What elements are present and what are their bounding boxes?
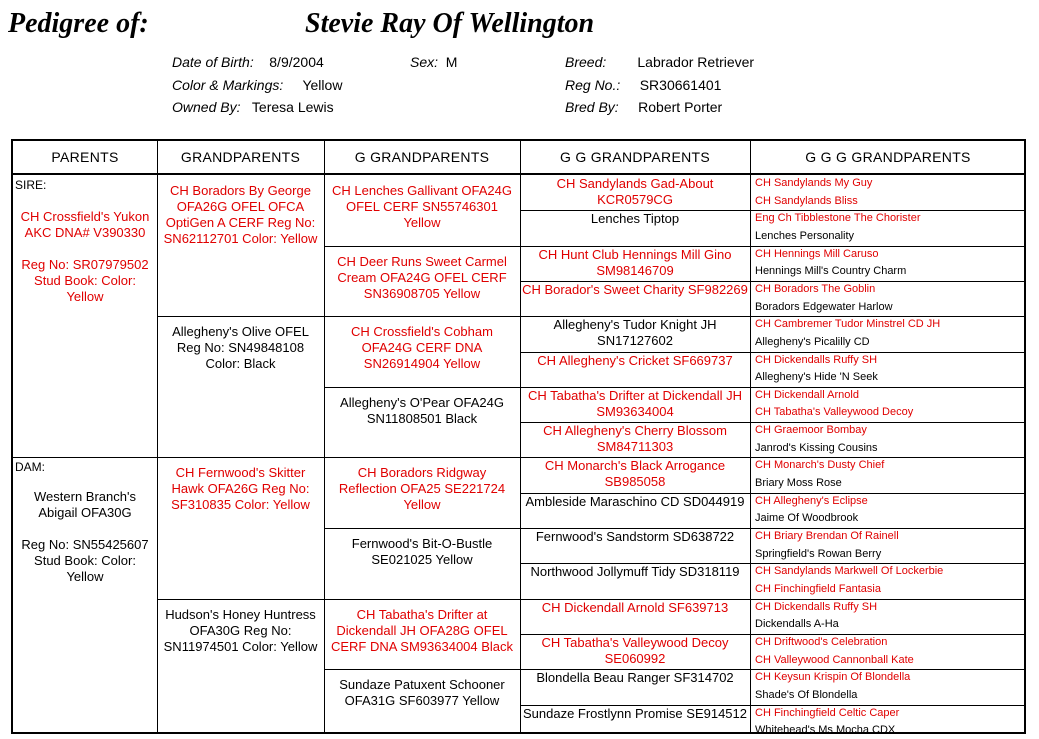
ggg-grandparent-entry: CH Graemoor Bombay <box>755 424 867 437</box>
ggg-grandparent-entry: CH Finchingfield Fantasia <box>755 582 881 595</box>
header-grandparents: GRANDPARENTS <box>180 149 301 165</box>
ggg-grandparent-entry: CH Cambremer Tudor Minstrel CD JH <box>755 318 941 331</box>
sex-row <box>410 54 457 70</box>
sex-value: M <box>445 54 458 70</box>
grandparent-entry: CH Fernwood's Skitter Hawk OFA26G Reg No: SF310835 Color: Yellow <box>171 465 310 513</box>
ggg-grandparent-entry: Allegheny's Picalilly CD <box>755 335 870 348</box>
breeder-row <box>565 99 722 115</box>
g-grandparent-entry: CH Boradors Ridgway Reflection OFA25 SE221724 Yellow <box>338 465 506 513</box>
reg-row <box>565 77 721 93</box>
ggg-grandparent-entry: Lenches Personality <box>755 229 855 242</box>
ggg-grandparent-entry: Eng Ch Tibblestone The Chorister <box>755 212 921 225</box>
header-ggg-grandparents: G G G GRANDPARENTS <box>805 149 971 165</box>
gg-grandparent-entry: CH Borador's Sweet Charity SF982269 <box>522 281 748 297</box>
dog-name: Stevie Ray Of Wellington <box>305 8 595 39</box>
gg-grandparent-entry: CH Allegheny's Cherry Blossom SM84711303 <box>543 423 727 455</box>
grandparent-entry: CH Boradors By George OFA26G OFEL OFCA OptiGen A CERF Reg No: SN62112701 Color: Yellow <box>163 183 318 246</box>
owner-row <box>172 99 334 115</box>
breeder-value: Robert Porter <box>638 99 723 115</box>
header-g-grandparents: G GRANDPARENTS <box>354 149 490 165</box>
reg-value: SR30661401 <box>639 77 722 93</box>
pedigree-title: Pedigree of: <box>8 8 149 39</box>
gg-grandparent-entry: Sundaze Frostlynn Promise SE914512 <box>522 705 747 721</box>
column-divider <box>157 141 158 732</box>
g-grandparent-entry: Sundaze Patuxent Schooner OFA31G SF603977 Yellow <box>339 677 505 709</box>
owner-label: Owned By: <box>172 99 241 115</box>
g-grandparent-entry: Allegheny's O'Pear OFA24G SN11808501 Black <box>340 394 504 426</box>
ggg-grandparent-entry: CH Dickendall Arnold <box>755 388 859 401</box>
gg-grandparent-entry: Allegheny's Tudor Knight JH SN17127602 <box>553 317 717 349</box>
sire-label: SIRE: <box>15 178 47 192</box>
gg-grandparent-entry: Ambleside Maraschino CD SD044919 <box>525 493 745 509</box>
ggg-grandparent-entry: Boradors Edgewater Harlow <box>755 300 893 313</box>
breeder-label: Bred By: <box>565 99 619 115</box>
ggg-grandparent-entry: CH Monarch's Dusty Chief <box>755 459 885 472</box>
ggg-grandparent-entry: Briary Moss Rose <box>755 477 842 490</box>
ggg-grandparent-entry: CH Dickendalls Ruffy SH <box>755 353 878 366</box>
g-grandparent-entry: CH Crossfield's Cobham OFA24G CERF DNA SN26914904 Yellow <box>351 324 493 372</box>
ggg-grandparent-entry: Hennings Mill's Country Charm <box>755 265 907 278</box>
gg-grandparent-entry: CH Tabatha's Valleywood Decoy SE060992 <box>541 634 729 666</box>
ggg-grandparent-entry: CH Driftwood's Celebration <box>755 635 888 648</box>
ggg-grandparent-entry: CH Sandylands My Guy <box>755 177 873 189</box>
ggg-grandparent-entry: CH Valleywood Cannonball Kate <box>755 653 914 666</box>
color-value: Yellow <box>302 77 343 93</box>
g-grandparent-entry: CH Tabatha's Drifter at Dickendall JH OFA28G OFEL CERF DNA SM93634004 Black <box>330 606 514 654</box>
ggg-grandparent-entry: CH Sandylands Bliss <box>755 194 858 207</box>
ggg-grandparent-entry: CH Keysun Krispin Of Blondella <box>755 671 911 684</box>
gg-grandparent-entry: CH Hunt Club Hennings Mill Gino SM98146709 <box>538 246 732 278</box>
gg-grandparent-entry: CH Allegheny's Cricket SF669737 <box>537 352 733 368</box>
column-divider <box>520 141 521 732</box>
header-parents: PARENTS <box>51 149 119 165</box>
ggg-grandparent-entry: Allegheny's Hide 'N Seek <box>755 371 878 384</box>
breed-label: Breed: <box>565 54 607 70</box>
header-gg-grandparents: G G GRANDPARENTS <box>559 149 710 165</box>
column-divider <box>750 141 751 732</box>
header-rule <box>13 173 1024 175</box>
color-label: Color & Markings: <box>172 77 284 93</box>
dam-label: DAM: <box>15 460 45 474</box>
dob-value: 8/9/2004 <box>269 54 324 70</box>
gg-grandparent-entry: Lenches Tiptop <box>590 211 680 227</box>
ggg-grandparent-entry: CH Sandylands Markwell Of Lockerbie <box>755 565 944 578</box>
ggg-grandparent-entry: Whitehead's Ms Mocha CDX <box>755 724 896 737</box>
ggg-grandparent-entry: Springfield's Rowan Berry <box>755 547 882 560</box>
pedigree-table <box>11 139 1026 737</box>
ggg-grandparent-entry: Dickendalls A-Ha <box>755 618 839 631</box>
reg-label: Reg No.: <box>565 77 621 93</box>
gg-grandparent-entry: CH Monarch's Black Arrogance SB985058 <box>544 458 726 490</box>
breed-row <box>565 54 754 70</box>
breed-value: Labrador Retriever <box>637 54 755 70</box>
ggg-grandparent-entry: CH Dickendalls Ruffy SH <box>755 600 878 613</box>
sex-label: Sex: <box>410 54 439 70</box>
ggg-grandparent-entry: CH Allegheny's Eclipse <box>755 494 868 507</box>
ggg-grandparent-entry: Shade's Of Blondella <box>755 688 858 701</box>
gg-grandparent-entry: CH Sandylands Gad-About KCR0579CG <box>556 176 714 207</box>
sire-entry: CH Crossfield's Yukon AKC DNA# V390330 Reg No: SR07979502 Stud Book: Color: Yellow <box>20 209 150 304</box>
column-divider <box>324 141 325 732</box>
owner-value: Teresa Lewis <box>251 99 334 115</box>
dob-label: Date of Birth: <box>172 54 254 70</box>
dob-row <box>172 54 324 70</box>
ggg-grandparent-entry: CH Finchingfield Celtic Caper <box>755 706 900 719</box>
gg-grandparent-entry: Blondella Beau Ranger SF314702 <box>536 670 734 686</box>
ggg-grandparent-entry: CH Boradors The Goblin <box>755 282 876 295</box>
gg-grandparent-entry: Fernwood's Sandstorm SD638722 <box>535 529 735 544</box>
ggg-grandparent-entry: Jaime Of Woodbrook <box>755 512 859 525</box>
g-grandparent-entry: CH Deer Runs Sweet Carmel Cream OFA24G OFEL CERF SN36908705 Yellow <box>337 253 507 301</box>
ggg-grandparent-entry: CH Briary Brendan Of Rainell <box>755 530 899 542</box>
dam-entry: Western Branch's Abigail OFA30G Reg No: SN55425607 Stud Book: Color: Yellow <box>21 489 149 584</box>
g-grandparent-entry: CH Lenches Gallivant OFA24G OFEL CERF SN55746301 Yellow <box>332 183 512 230</box>
ggg-grandparent-entry: CH Hennings Mill Caruso <box>755 247 879 260</box>
grandparent-entry: Hudson's Honey Huntress OFA30G Reg No: SN11974501 Color: Yellow <box>163 606 318 654</box>
ggg-grandparent-entry: Janrod's Kissing Cousins <box>755 441 878 454</box>
g-grandparent-entry: Fernwood's Bit-O-Bustle SE021025 Yellow <box>351 536 493 567</box>
gg-grandparent-entry: Northwood Jollymuff Tidy SD318119 <box>530 564 740 580</box>
gg-grandparent-entry: CH Dickendall Arnold SF639713 <box>541 599 729 615</box>
gg-grandparent-entry: CH Tabatha's Drifter at Dickendall JH SM93634004 <box>528 387 742 419</box>
ggg-grandparent-entry: CH Tabatha's Valleywood Decoy <box>755 406 914 419</box>
grandparent-entry: Allegheny's Olive OFEL Reg No: SN49848108 Color: Black <box>172 324 309 372</box>
color-row <box>172 77 342 93</box>
